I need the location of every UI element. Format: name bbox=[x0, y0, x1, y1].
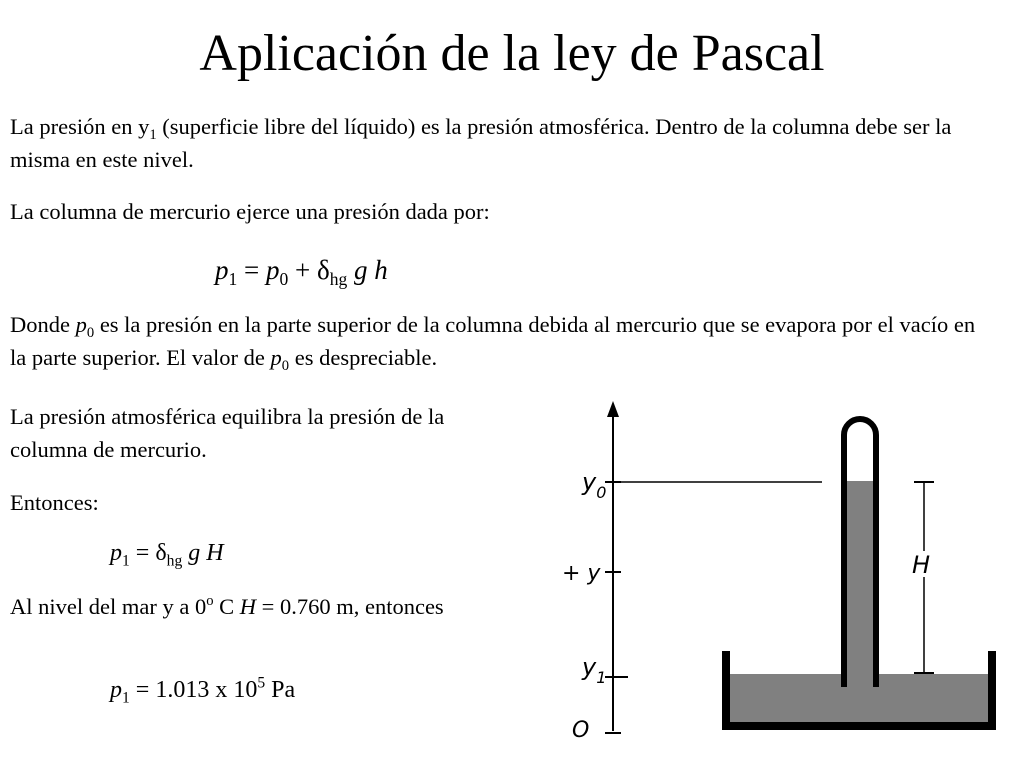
y-axis-arrow-icon bbox=[607, 401, 619, 417]
paragraph-column-pressure: La columna de mercurio ejerce una presión dada por: bbox=[10, 199, 490, 224]
slide-title: Aplicación de la ley de Pascal bbox=[199, 25, 825, 82]
barometer-diagram bbox=[550, 395, 1010, 745]
equation-pressure-value: $p_1 = 1.013$ x $10^5$ Pa bbox=[110, 674, 296, 707]
tube-mercury-column bbox=[846, 481, 874, 691]
label-y0: $y_0$ bbox=[582, 468, 607, 502]
paragraph-entonces: Entonces: bbox=[10, 490, 99, 515]
paragraph-p0-definition: Donde $p_0$ es la presión en la parte superior de la columna debida al mercurio que se evapora por el vacío en la parte superior. El valor de $p_0$ es despreciable. bbox=[10, 312, 976, 375]
label-y: + y bbox=[562, 561, 601, 586]
equation-pressure-H: $p_1 = \delta_{hg}$ g H bbox=[110, 540, 224, 570]
paragraph-free-surface: La presión en $y_1$ (superficie libre del líquido) es la presión atmosférica. Dentro de la columna debe ser la misma en este nivel. bbox=[10, 114, 952, 172]
label-y1: $y_1$ bbox=[582, 653, 607, 687]
equation-pressure-general: $p_1 = p_0 + \delta_{hg}$ g h bbox=[215, 255, 388, 290]
paragraph-sea-level: Al nivel del mar y a 0$^o$ C H = 0.760 m, entonces bbox=[10, 593, 444, 619]
paragraph-equilibrium: La presión atmosférica equilibra la presión de la columna de mercurio. bbox=[10, 404, 445, 462]
label-origin: O bbox=[572, 718, 590, 743]
label-H: H bbox=[912, 551, 931, 579]
